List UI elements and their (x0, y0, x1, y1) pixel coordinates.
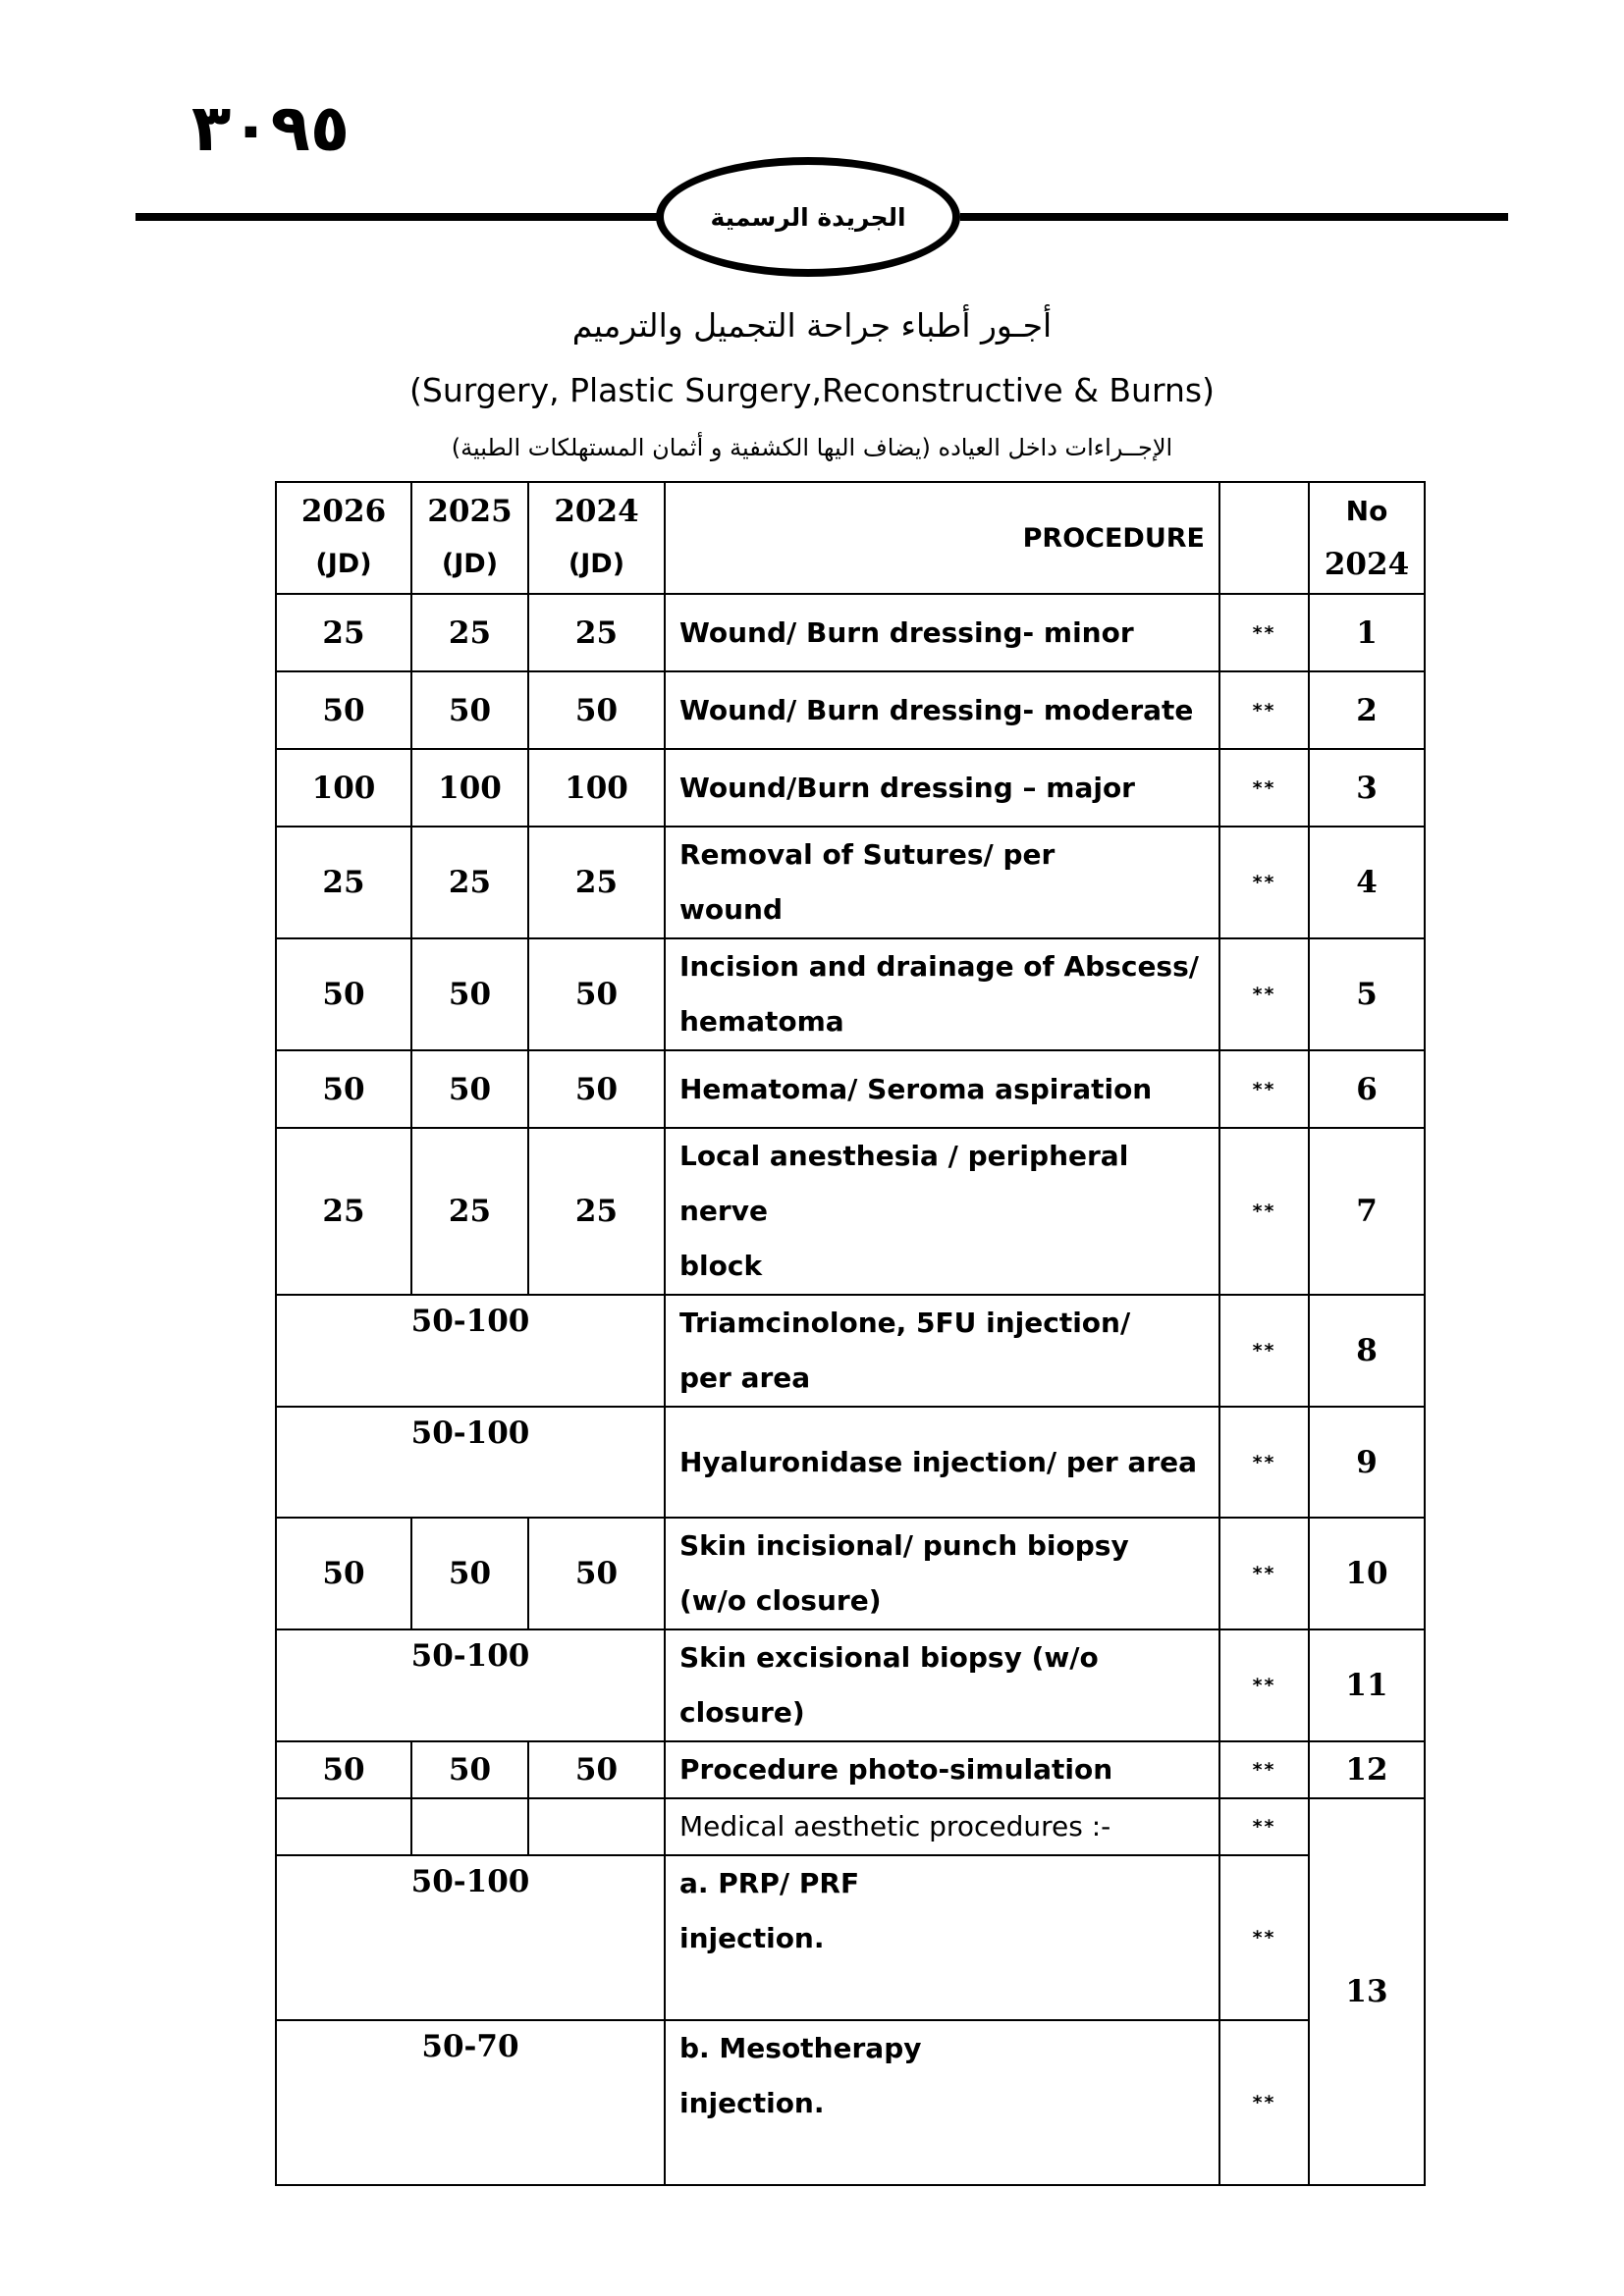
fees-table (275, 481, 1426, 2186)
row-number: 12 (1309, 1741, 1425, 1798)
mark-cell: ** (1219, 1741, 1309, 1798)
fee-2026: 50 (276, 1050, 411, 1128)
mark-cell: ** (1219, 671, 1309, 749)
fee-2024 (528, 1798, 665, 1855)
procedure-cell (665, 1407, 1219, 1518)
row-number: 2 (1309, 671, 1425, 749)
procedure-cell (665, 671, 1219, 749)
procedure-cell (665, 1741, 1219, 1798)
procedure-line: Incision and drainage of Abscess/ (679, 950, 1199, 983)
fee-2026: 50 (276, 938, 411, 1050)
fee-2024: 50 (528, 938, 665, 1050)
fee-2026: 100 (276, 749, 411, 827)
fee-2024: 25 (528, 827, 665, 938)
procedure-line: Hematoma/ Seroma aspiration (679, 1072, 1153, 1105)
fee-2026: 25 (276, 827, 411, 938)
procedure-line: per area (679, 1362, 811, 1394)
fees-table-body (276, 482, 1425, 2185)
procedure-cell (665, 594, 1219, 671)
mark-cell: ** (1219, 1629, 1309, 1741)
mark-cell: ** (1219, 1128, 1309, 1295)
mark-cell: ** (1219, 1518, 1309, 1629)
fee-2024: 50 (528, 1741, 665, 1798)
procedure-cell (665, 827, 1219, 938)
procedure-line: Triamcinolone, 5FU injection/ (679, 1307, 1131, 1339)
row-number: 5 (1309, 938, 1425, 1050)
row-number: 4 (1309, 827, 1425, 938)
mark-cell: ** (1219, 1798, 1309, 1855)
table-row (276, 1295, 1425, 1407)
procedure-cell (665, 1518, 1219, 1629)
fee-2024: 25 (528, 1128, 665, 1295)
row-number: 6 (1309, 1050, 1425, 1128)
fee-2026: 50 (276, 1518, 411, 1629)
procedure-heading: Medical aesthetic procedures :- (665, 1798, 1219, 1855)
fee-2025: 50 (411, 1050, 528, 1128)
fee-range: 50-100 (276, 1629, 665, 1741)
table-row (276, 1518, 1425, 1629)
fee-range: 50-100 (276, 1407, 665, 1518)
procedure-line: Skin excisional biopsy (w/o closure) (679, 1641, 1099, 1729)
fee-2025: 25 (411, 827, 528, 938)
header-procedure: PROCEDURE (665, 482, 1219, 594)
page-number: ٣٠٩٥ (191, 90, 351, 166)
row-number: 7 (1309, 1128, 1425, 1295)
table-row (276, 1741, 1425, 1798)
mark-cell: ** (1219, 1050, 1309, 1128)
procedure-cell (665, 1050, 1219, 1128)
procedure-line: Local anesthesia / peripheral nerve (679, 1140, 1129, 1227)
fee-range: 50-100 (276, 1855, 665, 2020)
fee-2025: 100 (411, 749, 528, 827)
procedure-line: Skin incisional/ punch biopsy (679, 1529, 1129, 1562)
procedure-cell (665, 1855, 1219, 2020)
fee-2024: 25 (528, 594, 665, 671)
procedure-line: b. Mesotherapy (679, 2032, 922, 2064)
row-number: 9 (1309, 1407, 1425, 1518)
subtitle-arabic: الإجــراءات داخل العياده (يضاف اليها الكشفية و أثمان المستهلكات الطبية) (451, 434, 1173, 461)
table-row (276, 1798, 1425, 1855)
row-number: 13 (1309, 1798, 1425, 2185)
fee-2026: 25 (276, 594, 411, 671)
fee-2025: 50 (411, 938, 528, 1050)
procedure-line: injection. (679, 1922, 825, 1954)
procedure-cell (665, 1128, 1219, 1295)
row-number: 8 (1309, 1295, 1425, 1407)
table-row (276, 1407, 1425, 1518)
title-arabic: أجـور أطباء جراحة التجميل والترميم (571, 306, 1053, 345)
table-row (276, 594, 1425, 671)
row-number: 1 (1309, 594, 1425, 671)
fee-2024: 50 (528, 1050, 665, 1128)
header-mark (1219, 482, 1309, 594)
procedure-line: wound (679, 893, 784, 926)
table-row (276, 1050, 1425, 1128)
fee-2026: 50 (276, 671, 411, 749)
row-number: 11 (1309, 1629, 1425, 1741)
fee-2026 (276, 1798, 411, 1855)
gazette-emblem (656, 157, 960, 277)
procedure-line: a. PRP/ PRF (679, 1867, 860, 1899)
table-row (276, 938, 1425, 1050)
mark-cell: ** (1219, 938, 1309, 1050)
table-row (276, 1128, 1425, 1295)
fee-2024: 50 (528, 1518, 665, 1629)
header-rule-right (960, 213, 1508, 221)
fee-2026: 50 (276, 1741, 411, 1798)
title-english: (Surgery, Plastic Surgery,Reconstructive & Burns) (409, 371, 1215, 409)
mark-cell: ** (1219, 1295, 1309, 1407)
mark-cell: ** (1219, 2020, 1309, 2185)
mark-cell: ** (1219, 1855, 1309, 2020)
procedure-line: Wound/ Burn dressing- minor (679, 615, 1134, 649)
mark-cell: ** (1219, 749, 1309, 827)
procedure-line: block (679, 1250, 763, 1282)
row-number: 10 (1309, 1518, 1425, 1629)
header-no: No 2024 (1309, 482, 1425, 594)
mark-cell: ** (1219, 1407, 1309, 1518)
fee-2024: 100 (528, 749, 665, 827)
procedure-cell (665, 1295, 1219, 1407)
procedure-line: Wound/ Burn dressing- moderate (679, 693, 1194, 726)
procedure-cell (665, 1629, 1219, 1741)
table-row (276, 749, 1425, 827)
table-row (276, 1629, 1425, 1741)
procedure-line: injection. (679, 2087, 825, 2119)
row-number: 3 (1309, 749, 1425, 827)
header-2024: 2024 (JD) (528, 482, 665, 594)
fee-2024: 50 (528, 671, 665, 749)
header-rule-left (135, 213, 663, 221)
fee-2025: 50 (411, 1741, 528, 1798)
procedure-line: hematoma (679, 1005, 844, 1038)
mark-cell: ** (1219, 594, 1309, 671)
fee-range: 50-100 (276, 1295, 665, 1407)
procedure-cell (665, 938, 1219, 1050)
mark-cell: ** (1219, 827, 1309, 938)
header-row (276, 482, 1425, 594)
procedure-line: (w/o closure) (679, 1584, 882, 1617)
fee-2025: 25 (411, 594, 528, 671)
procedure-line: Hyaluronidase injection/ per area (679, 1445, 1198, 1478)
fee-2025: 50 (411, 671, 528, 749)
fee-2025: 25 (411, 1128, 528, 1295)
procedure-line: Wound/Burn dressing – major (679, 771, 1135, 804)
procedure-line: Procedure photo-simulation (679, 1753, 1113, 1786)
fee-2026: 25 (276, 1128, 411, 1295)
fee-2025: 50 (411, 1518, 528, 1629)
table-row (276, 671, 1425, 749)
header-2025: 2025 (JD) (411, 482, 528, 594)
table-row (276, 827, 1425, 938)
procedure-cell (665, 749, 1219, 827)
fee-2025 (411, 1798, 528, 1855)
fee-range: 50-70 (276, 2020, 665, 2185)
procedure-cell (665, 2020, 1219, 2185)
table-row (276, 2020, 1425, 2185)
gazette-emblem-text: الجريدة الرسمية (710, 202, 906, 232)
header-2026: 2026 (JD) (276, 482, 411, 594)
procedure-line: Removal of Sutures/ per (679, 838, 1056, 871)
table-row (276, 1855, 1425, 2020)
